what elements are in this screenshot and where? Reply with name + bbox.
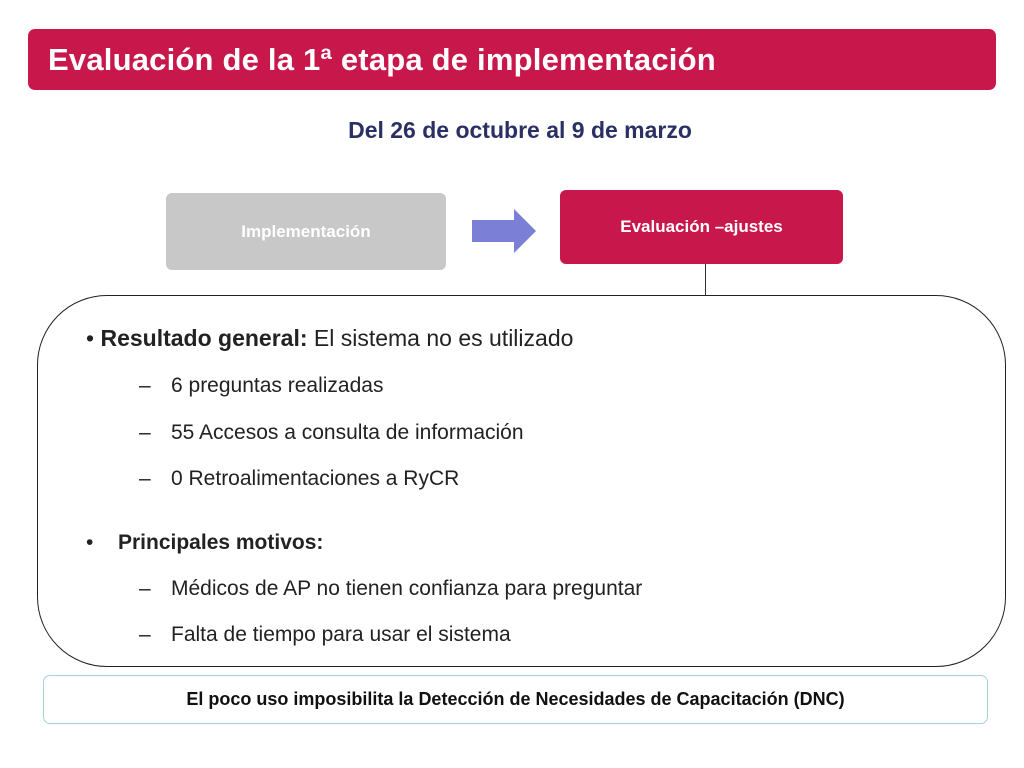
bullet-glyph: • [86, 531, 94, 554]
reasons-bullet [86, 531, 323, 555]
step-implementacion-label: Implementación [241, 221, 371, 241]
dash-glyph: – [139, 467, 151, 490]
dash-glyph: – [139, 623, 151, 646]
result-item-text: 0 Retroalimentaciones a RyCR [171, 467, 460, 490]
result-item-text: 6 preguntas realizadas [171, 374, 384, 397]
page-title: Evaluación de la 1ª etapa de implementación [48, 41, 716, 77]
reason-item [139, 577, 642, 601]
reason-item-text: Falta de tiempo para usar el sistema [171, 623, 511, 646]
result-label: Resultado general: [100, 325, 308, 351]
reason-item [139, 623, 511, 647]
result-item [139, 421, 524, 445]
result-item-text: 55 Accesos a consulta de información [171, 421, 524, 444]
bullet-glyph: • [86, 325, 95, 351]
dash-glyph: – [139, 577, 151, 600]
result-text: El sistema no es utilizado [307, 325, 574, 351]
result-item [139, 374, 383, 398]
reason-item-text: Médicos de AP no tienen confianza para preguntar [171, 577, 643, 600]
right-arrow-icon [472, 209, 536, 253]
date-range-subtitle: Del 26 de octubre al 9 de marzo [348, 117, 692, 143]
title-banner [28, 29, 996, 90]
dash-glyph: – [139, 421, 151, 444]
connector-line [705, 264, 706, 295]
result-item [139, 467, 459, 491]
step-implementacion [166, 193, 446, 270]
result-bullet [86, 325, 573, 352]
step-evaluacion-label: Evaluación –ajustes [620, 217, 783, 236]
dash-glyph: – [139, 374, 151, 397]
conclusion-box [43, 675, 988, 724]
conclusion-text: El poco uso imposibilita la Detección de Necesidades de Capacitación (DNC) [186, 689, 845, 709]
reasons-label: Principales motivos: [118, 531, 324, 554]
step-evaluacion-ajustes [560, 190, 843, 264]
